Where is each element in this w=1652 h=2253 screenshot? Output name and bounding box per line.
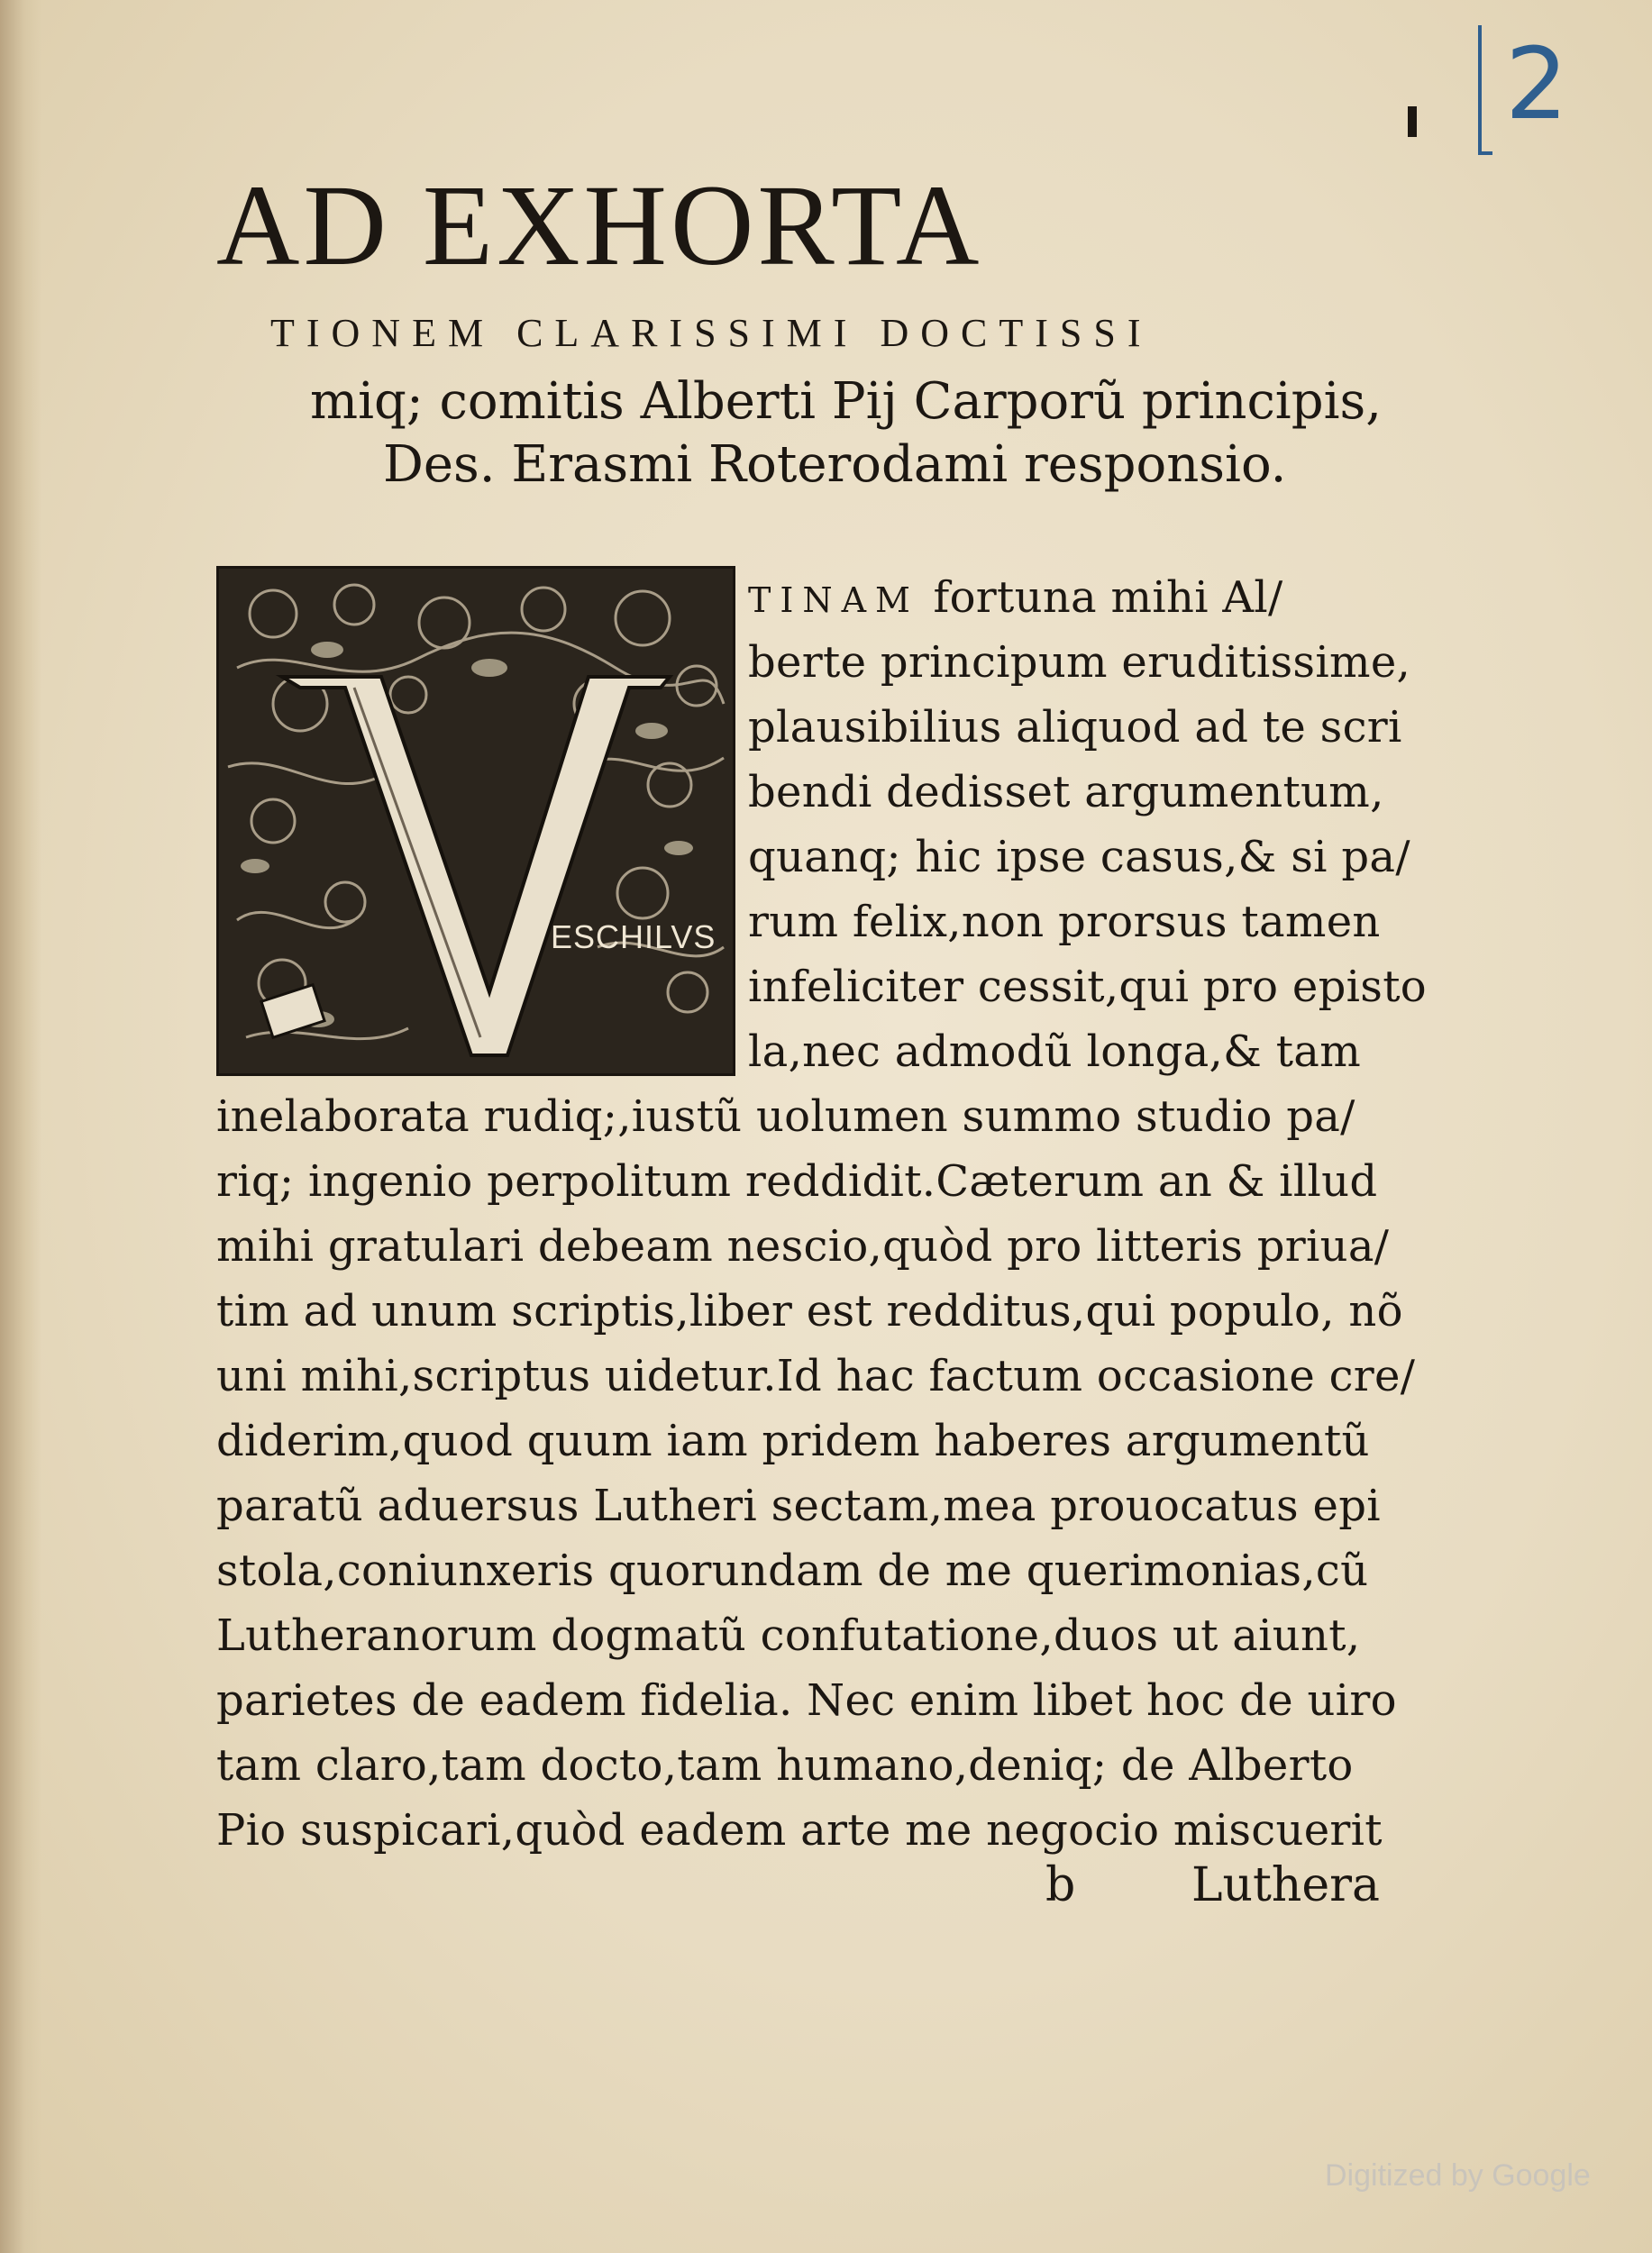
body-line: tam claro,tam docto,tam humano,deniq; de Alberto — [216, 1740, 1354, 1791]
body-line-first — [748, 570, 1283, 627]
signature-mark: b — [1045, 1858, 1076, 1912]
body-line: tim ad unum scriptis,liber est redditus,qui populo, nõ — [216, 1286, 1403, 1336]
body-line: uni mihi,scriptus uidetur.Id hac factum occasione cre/ — [216, 1351, 1416, 1401]
title-line-2: Des. Erasmi Roterodami responsio. — [383, 435, 1287, 494]
body-line: paratũ aduersus Lutheri sectam,mea prouocatus epi — [216, 1481, 1381, 1531]
body-line: rum felix,non prorsus tamen — [748, 897, 1381, 947]
body-line: infeliciter cessit,qui pro episto — [748, 962, 1428, 1012]
body-line: bendi dedisset argumentum, — [748, 767, 1384, 817]
initial-ornament-svg — [219, 569, 733, 1073]
body-line: Pio suspicari,quòd eadem arte me negocio miscuerit — [216, 1805, 1383, 1856]
digitized-footer: Digitized by Google — [1325, 2158, 1591, 2193]
title-sub: TIONEM CLARISSIMI DOCTISSI — [270, 311, 1153, 355]
first-line-rest: fortuna mihi Al/ — [918, 572, 1283, 623]
annotation-bracket — [1478, 25, 1492, 155]
body-line: stola,coniunxeris quorundam de me querimonias,cũ — [216, 1546, 1369, 1596]
initial-caption: ESCHILVS — [551, 918, 716, 955]
body-line: quanq; hic ipse casus,& si pa/ — [748, 832, 1410, 882]
folio-mark — [1408, 106, 1417, 137]
page-gutter — [0, 0, 41, 2253]
decorated-initial — [216, 566, 735, 1076]
body-line: riq; ingenio perpolitum reddidit.Cæterum an & illud — [216, 1156, 1378, 1207]
body-line: la,nec admodũ longa,& tam — [748, 1026, 1362, 1077]
body-line: plausibilius aliquod ad te scri — [748, 702, 1402, 753]
body-line: mihi gratulari debeam nescio,quòd pro litteris priua/ — [216, 1221, 1390, 1272]
body-line: Lutheranorum dogmatũ confutatione,duos ut aiunt, — [216, 1610, 1361, 1661]
manuscript-number-annotation — [1478, 16, 1595, 151]
body-line: diderim,quod quum iam pridem haberes argumentũ — [216, 1416, 1370, 1466]
body-line: parietes de eadem fidelia. Nec enim libet hoc de uiro — [216, 1675, 1397, 1726]
catchword: Luthera — [1191, 1858, 1381, 1912]
body-line: berte principum eruditissime, — [748, 637, 1411, 688]
manuscript-number: 2 — [1505, 26, 1568, 141]
title-line-1: miq; comitis Alberti Pij Carporũ principis, — [310, 372, 1383, 431]
body-line: inelaborata rudiq;,iustũ uolumen summo studio pa/ — [216, 1091, 1355, 1142]
first-word-smallcaps: TINAM — [748, 580, 919, 620]
title-main: AD EXHORTA — [216, 161, 983, 289]
